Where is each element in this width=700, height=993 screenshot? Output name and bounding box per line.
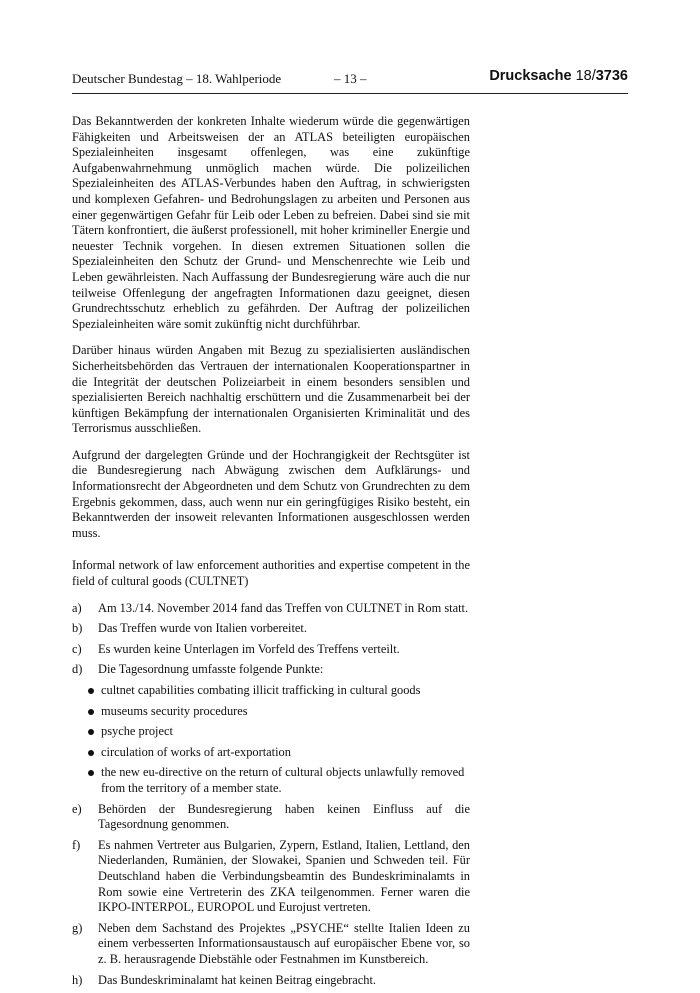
agenda-bullet-text: cultnet capabilities combating illicit trafficking in cultural goods <box>101 683 421 697</box>
list-item <box>72 838 470 916</box>
bullet-icon <box>88 688 94 694</box>
header-publication: Deutscher Bundestag – 18. Wahlperiode <box>72 71 282 86</box>
header-doc-num-bold: 3736 <box>595 68 628 84</box>
list-item <box>72 921 470 968</box>
agenda-bullet <box>72 745 470 761</box>
paragraph: Das Bekanntwerden der konkreten Inhalte wiederum würde die gegenwärtigen Fähigkeiten und Arbeitsweisen der an ATLAS beteiligten europäischen Spezialeinheiten insgesamt offenlegen, was eine zukünftige Aufgabenwahrnehmung unmöglich machen würde. Die polizeilichen Spezialeinheiten des ATLAS-Verbundes haben den Auftrag, in schwierigsten und komplexen Gefahren- und Bedrohungslagen zu arbeiten und Personen aus einer gegenwärtigen Gefahr für Leib oder Leben zu befreien. Dabei sind sie mit Tätern konfrontiert, die äußerst professionell, mit hoher krimineller Energie und neuester Technik vorgehen. In diesen extremen Situationen sollen die Spezialeinheiten den Schutz der Grund- und Menschenrechte wie Leib und Leben gewährleisten. Nach Auffassung der Bundesregierung wäre auch die nur teilweise Offenlegung der angefragten Informationen dazu geeignet, diesen Grundrechtsschutz erheblich zu gefährden. Der Auftrag der polizeilichen Spezialeinheiten wäre somit zukünftig nicht durchführbar. <box>72 114 470 331</box>
page-header <box>72 68 628 94</box>
list-item-label: e) <box>72 801 82 816</box>
paragraph: Aufgrund der dargelegten Gründe und der Hochrangigkeit der Rechtsgüter ist die Bundesregierung nach Abwägung zwischen dem Aufklärungs- und Informationsrecht der Abgeordneten und dem Schutz von Grundrechten zu dem Ergebnis gekommen, dass, auch wenn nur ein geringfügiges Risiko besteht, ein Bekanntwerden der insoweit relevanten Informationen ausgeschlossen werden muss. <box>72 447 470 540</box>
list-item-text: Es wurden keine Unterlagen im Vorfeld des Treffens verteilt. <box>98 641 400 656</box>
list-item-label: h) <box>72 972 83 987</box>
list-item <box>72 642 470 658</box>
list-item-label: b) <box>72 621 83 636</box>
list-item <box>72 621 470 637</box>
agenda-bullet <box>72 724 470 740</box>
list-item-label: a) <box>72 600 82 615</box>
list-item-text: Neben dem Sachstand des Projektes „PSYCHE“ stellte Italien Ideen zu einem verbesserten Informationsaustausch auf europäischer Ebene vor, so z. B. herausragende Diebstähle oder Festnahmen im Kunstbereich. <box>98 920 470 966</box>
list-item-text: Es nahmen Vertreter aus Bulgarien, Zypern, Estland, Italien, Lettland, den Niederlanden, Rumänien, der Slowakei, Spanien und Schweden teil. Für Deutschland haben die Verbindungsbeamtin des Bundeskriminalamts in Rom sowie eine Vertreterin des ZKA teilgenommen. Ferner waren die IKPO-INTERPOL, EUROPOL und Eurojust vertreten. <box>98 837 470 915</box>
agenda-list <box>72 683 470 797</box>
list-item-text: Die Tagesordnung umfasste folgende Punkte: <box>98 662 324 677</box>
section-heading: Informal network of law enforcement authorities and expertise competent in the field of cultural goods (CULTNET) <box>72 558 470 589</box>
list-item <box>72 973 470 989</box>
list-item <box>72 802 470 833</box>
agenda-bullet-text: museums security procedures <box>101 703 248 718</box>
body-text <box>72 114 470 993</box>
list-item <box>72 662 470 678</box>
list-item-text: Das Treffen wurde von Italien vorbereitet. <box>98 621 307 636</box>
header-doc-num-prefix: 18/ <box>575 68 596 84</box>
bullet-icon <box>88 770 94 776</box>
bullet-icon <box>88 729 94 735</box>
list-item-text: Das Bundeskriminalamt hat keinen Beitrag eingebracht. <box>98 972 377 987</box>
header-page-number: – 13 – <box>334 71 367 86</box>
agenda-bullet <box>72 704 470 720</box>
bullet-icon <box>88 709 94 715</box>
list-item-text: Behörden der Bundesregierung haben keinen Einfluss auf die Tagesordnung genommen. <box>98 801 470 832</box>
list-item <box>72 601 470 617</box>
list-item-label: c) <box>72 641 82 656</box>
list-item-label: d) <box>72 662 83 677</box>
agenda-bullet <box>72 683 470 699</box>
list-item-label: f) <box>72 837 81 852</box>
list-item-label: g) <box>72 920 83 935</box>
agenda-bullet-text: the new eu-directive on the return of cultural objects unlawfully removed from the territory of a member state. <box>101 765 465 795</box>
agenda-bullet <box>72 765 470 796</box>
agenda-bullet-text: psyche project <box>101 724 173 739</box>
agenda-bullet-text: circulation of works of art-exportation <box>101 744 291 759</box>
header-document-number <box>489 68 628 84</box>
bullet-icon <box>88 750 94 756</box>
list-item-text: Am 13./14. November 2014 fand das Treffen von CULTNET in Rom statt. <box>98 600 469 615</box>
header-doc-label: Drucksache <box>489 68 572 84</box>
paragraph: Darüber hinaus würden Angaben mit Bezug zu spezialisierten ausländischen Sicherheitsbehörden das Vertrauen der internationalen Kooperationspartner in die Integrität der deutschen Polizeiarbeit in einem besonders sensiblen und spezialisierten Bereich nachhaltig erschüttern und die Zusammenarbeit bei der künftigen Bekämpfung der internationalen Organisierten Kriminalität und des Terrorismus ausschließen. <box>72 343 470 436</box>
